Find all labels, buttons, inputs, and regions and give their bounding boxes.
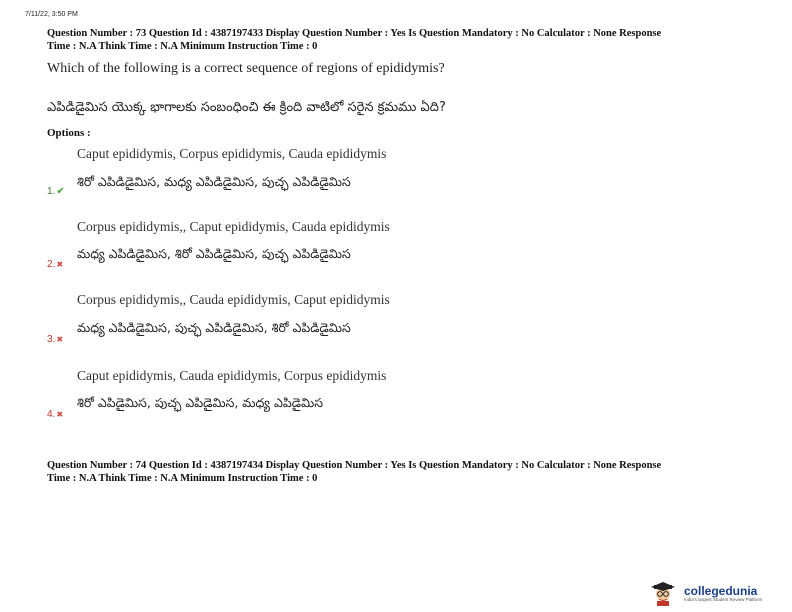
question-73-text-telugu: ఎపిడిడైమిస యొక్క భాగాలకు సంబంధించి ఈ క్రింది వాటిలో సరైన క్రమము ఏది? <box>47 100 446 115</box>
option-2-number <box>47 259 63 270</box>
option-4-telugu: శిరో ఎపిడైమిస, పుచ్ఛ ఎపిడైమిస, మధ్య ఎపిడైమిస <box>77 395 323 410</box>
question-73-meta <box>47 28 767 53</box>
option-4-label: 4. <box>47 409 56 420</box>
option-1-telugu: శిరో ఎపిడిడైమిస, మధ్య ఎపిడిడైమిస, పుచ్ఛ ఎపిడిడైమిస <box>77 174 351 189</box>
option-1-english: Caput epididymis, Corpus epididymis, Cauda epididymis <box>77 146 387 161</box>
option-3-telugu: మధ్య ఎపిడిడైమిస, పుచ్ఛ ఎపిడిడైమిస, శిరో ఎపిడిడైమిస <box>77 320 351 335</box>
wrong-cross-icon: ✖ <box>56 410 64 419</box>
option-2-english: Corpus epididymis,, Caput epididymis, Cauda epididymis <box>77 219 390 234</box>
wrong-cross-icon: ✖ <box>56 335 64 344</box>
question-74-meta <box>47 460 767 485</box>
option-3-english: Corpus epididymis,, Cauda epididymis, Caput epididymis <box>77 292 390 307</box>
correct-check-icon: ✔ <box>56 186 65 197</box>
question-74-meta-line2: Time : N.A Think Time : N.A Minimum Instruction Time : 0 <box>47 472 318 484</box>
collegedunia-logo <box>646 582 762 606</box>
question-73-meta-line2: Time : N.A Think Time : N.A Minimum Instruction Time : 0 <box>47 40 318 52</box>
option-2-label: 2. <box>47 259 56 270</box>
question-74-meta-line1: Question Number : 74 Question Id : 4387197434 Display Question Number : Yes Is Question Mandatory : No Calculator : None Response <box>47 460 662 471</box>
logo-tagline: India's largest Student Review Platform <box>684 597 763 602</box>
question-73-meta-line1: Question Number : 73 Question Id : 4387197433 Display Question Number : Yes Is Question Mandatory : No Calculator : None Response <box>47 28 662 39</box>
student-mascot-icon <box>646 582 680 606</box>
option-3-label: 3. <box>47 334 56 345</box>
option-2-telugu: మధ్య ఎపిడిడైమిస, శిరో ఎపిడిడైమిస, పుచ్ఛ ఎపిడిడైమిస <box>77 246 351 261</box>
print-timestamp: 7/11/22, 3:50 PM <box>25 11 78 18</box>
option-4-english: Caput epididymis, Cauda epididymis, Corpus epididymis <box>77 368 387 383</box>
option-1-number <box>47 186 65 197</box>
option-4-number <box>47 409 63 420</box>
option-1-label: 1. <box>47 186 56 197</box>
logo-name: collegedunia <box>684 584 758 598</box>
question-73-text-english: Which of the following is a correct sequence of regions of epididymis? <box>47 61 445 76</box>
option-3-number <box>47 334 63 345</box>
options-label: Options : <box>47 127 91 139</box>
wrong-cross-icon: ✖ <box>56 260 64 269</box>
